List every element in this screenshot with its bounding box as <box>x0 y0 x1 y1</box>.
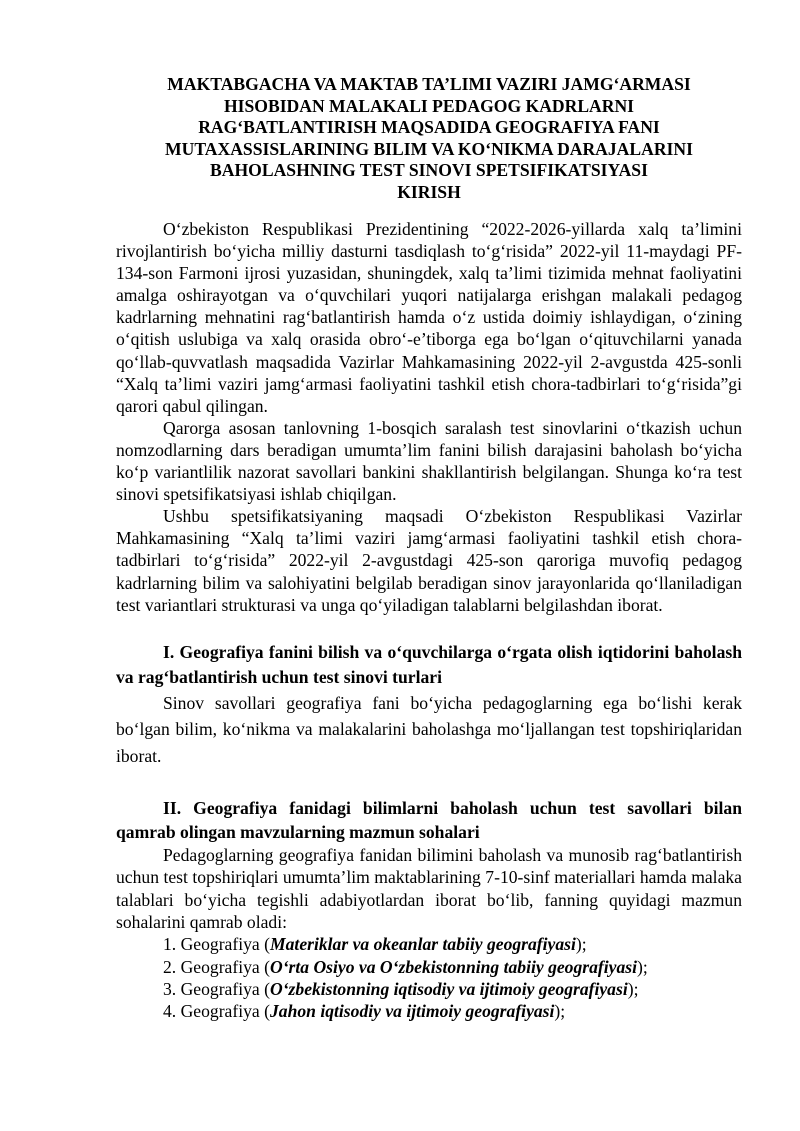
list-item <box>116 1000 742 1022</box>
list-item-suffix: ); <box>637 956 648 977</box>
list-item-prefix: 4. Geografiya ( <box>163 1001 270 1022</box>
list-item <box>116 933 742 955</box>
list-item-title: Jahon iqtisodiy va ijtimoiy geografiyasi <box>269 1001 555 1022</box>
intro-heading: KIRISH <box>397 181 461 202</box>
list-item-suffix: ); <box>627 978 639 999</box>
intro-paragraph: Ushbu spetsifikatsiyaning maqsadi Oʻzbekiston Respublikasi Vazirlar Mahkamasining “Xalq ta’limi vaziri jamgʻarmasi faoliyatini tashkil etish chora-tadbirlari toʻgʻrisida” 2022-yil 2-avgustdagi 425-son qaroriga muvofiq pedagog kadrlarning bilim va salohiyatini belgilab beradigan sinov jarayonlarida qoʻllaniladigan test variantlari strukturasi va unga qoʻyiladigan talablarni belgilashdan iborat. <box>116 506 742 615</box>
list-item-suffix: ); <box>575 934 587 955</box>
list-item-prefix: 3. Geografiya ( <box>163 978 270 999</box>
list-item-suffix: ); <box>554 1001 566 1022</box>
list-item-title: Materiklar va okeanlar tabiiy geografiyasi <box>269 934 576 955</box>
content-areas-list <box>116 933 742 1022</box>
title-line: MUTAXASSISLARINING BILIM VA KOʻNIKMA DARAJALARINI <box>165 138 693 159</box>
title-line: HISOBIDAN MALAKALI PEDAGOG KADRLARNI <box>223 95 635 116</box>
title-line: BAHOLASHNING TEST SINOVI SPETSIFIKATSIYASI <box>210 160 648 180</box>
list-item <box>116 978 742 1000</box>
intro-paragraph: Oʻzbekiston Respublikasi Prezidentining “2022-2026-yillarda xalq ta’limini rivojlantirish boʻyicha milliy dasturni tasdiqlash toʻgʻrisida” 2022-yil 11-maydagi PF-134-son Farmoni ijrosi yuzasidan, shuningdek, xalq ta’limi tizimida mehnat faoliyatini amalga oshirayotgan va oʻquvchilari yuqori natijalarga erishgan malakali pedagog kadrlarning mehnatini ragʻbatlantirish hamda oʻz ustida doimiy ishlaydigan, oʻzining oʻqitish uslubiga va xalq orasida obroʻ-e’tiborga ega boʻlgan oʻqituvchilarni yanada qoʻllab-quvvatlash maqsadida Vazirlar Mahkamasining 2022-yil 2-avgustda 425-sonli “Xalq ta’limi vaziri jamgʻarmasi faoliyatini tashkil etish chora-tadbirlari toʻgʻrisida”gi qarori qabul qilingan. <box>116 219 742 416</box>
document-page <box>116 74 742 1023</box>
list-item-title: Oʻrta Osiyo va Oʻzbekistonning tabiiy geografiyasi <box>269 956 637 977</box>
list-item <box>116 956 742 978</box>
section-1-body: Sinov savollari geografiya fani boʻyicha pedagoglarning ega boʻlishi kerak boʻlgan bilim, koʻnikma va malakalarini baholashga moʻljallangan test topshiriqlaridan iborat. <box>116 692 742 766</box>
title-line: RAGʻBATLANTIRISH MAQSADIDA GEOGRAFIYA FANI <box>198 117 660 137</box>
list-item-title: Oʻzbekistonning iqtisodiy va ijtimoiy geografiyasi <box>269 978 628 999</box>
document-title <box>116 74 742 203</box>
section-1-heading: I. Geografiya fanini bilish va oʻquvchilarga oʻrgata olish iqtidorini baholash va ragʻbatlantirish uchun test sinovi turlari <box>116 641 742 687</box>
intro-paragraph: Qarorga asosan tanlovning 1-bosqich saralash test sinovlarini oʻtkazish uchun nomzodlarning dars beradigan umumta’lim fanini bilish darajasini baholash boʻyicha koʻp variantlilik nazorat savollari bankini shakllantirish belgilangan. Shunga koʻra test sinovi spetsifikatsiyasi ishlab chiqilgan. <box>116 417 742 505</box>
section-2-heading: II. Geografiya fanidagi bilimlarni baholash uchun test savollari bilan qamrab olingan mavzularning mazmun sohalari <box>116 798 742 842</box>
title-line: MAKTABGACHA VA MAKTAB TA’LIMI VAZIRI JAMGʻARMASI <box>167 74 691 94</box>
list-item-prefix: 2. Geografiya ( <box>163 956 270 977</box>
section-2-body: Pedagoglarning geografiya fanidan bilimini baholash va munosib ragʻbatlantirish uchun test topshiriqlari umumta’lim maktablarining 7-10-sinf materiallari hamda malaka talablari boʻyicha tegishli adabiyotlardan iborat boʻlib, fanning quyidagi mazmun sohalarini qamrab oladi: <box>116 845 742 933</box>
list-item-prefix: 1. Geografiya ( <box>163 934 270 955</box>
